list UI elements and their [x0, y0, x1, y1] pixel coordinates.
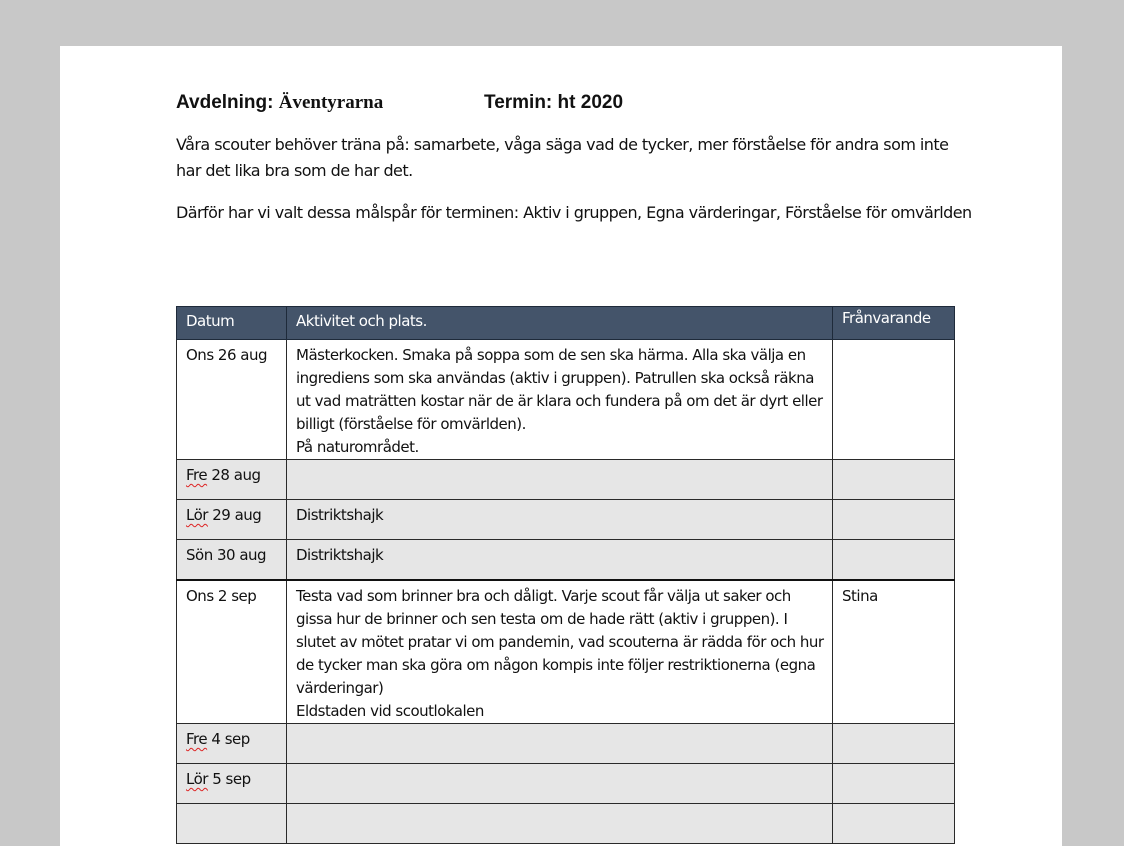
activity-cell[interactable]	[287, 460, 833, 500]
activity-description: Distriktshajk	[296, 506, 384, 524]
date-weekday: Fre	[186, 466, 208, 484]
date-day-month: 28 aug	[211, 466, 261, 484]
absent-cell[interactable]	[833, 500, 955, 540]
absent-cell[interactable]	[833, 340, 955, 460]
date-cell[interactable]	[177, 460, 287, 500]
table-header-row	[177, 307, 955, 340]
activity-cell[interactable]	[287, 580, 833, 724]
column-header-absent: Frånvarande	[833, 307, 955, 340]
table-row	[177, 500, 955, 540]
date-cell[interactable]	[177, 500, 287, 540]
schedule-table	[176, 306, 955, 844]
date-cell[interactable]	[177, 340, 287, 460]
activity-description: Testa vad som brinner bra och dåligt. Varje scout får välja ut saker och gissa hur de brinner och sen testa om de hade rätt (aktiv i gruppen). I slutet av mötet pratar vi om pandemin, vad scouterna är rädda för och hur de tycker man ska göra om någon kompis inte följer restriktionerna (egna värderingar)	[296, 587, 824, 697]
date-cell[interactable]	[177, 724, 287, 764]
activity-cell[interactable]	[287, 804, 833, 844]
date-weekday: Fre	[186, 730, 208, 748]
date-day-month: 5 sep	[212, 770, 251, 788]
activity-cell[interactable]	[287, 500, 833, 540]
table-row	[177, 340, 955, 460]
table-row	[177, 540, 955, 581]
date-cell[interactable]	[177, 764, 287, 804]
absent-cell[interactable]	[833, 540, 955, 581]
date-cell[interactable]	[177, 540, 287, 581]
table-row	[177, 460, 955, 500]
absent-cell[interactable]	[833, 764, 955, 804]
activity-description: Mästerkocken. Smaka på soppa som de sen ska härma. Alla ska välja en ingrediens som ska användas (aktiv i gruppen). Patrullen ska också räkna ut vad maträtten kostar när de är klara och fundera på om det är dyrt eller billigt (förståelse för omvärlden).	[296, 346, 823, 433]
date-weekday: Sön	[186, 546, 213, 564]
absent-names: Stina	[842, 587, 878, 605]
department-label: Avdelning:	[176, 92, 274, 113]
activity-cell[interactable]	[287, 724, 833, 764]
absent-cell[interactable]	[833, 460, 955, 500]
schedule-body	[177, 340, 955, 844]
activity-cell[interactable]	[287, 764, 833, 804]
date-cell[interactable]	[177, 804, 287, 844]
date-weekday: Ons	[186, 346, 214, 364]
date-day-month: 2 sep	[217, 587, 257, 605]
table-row	[177, 764, 955, 804]
activity-location: Eldstaden vid scoutlokalen	[296, 702, 484, 720]
document-heading	[176, 92, 624, 114]
table-row	[177, 724, 955, 764]
date-weekday: Lör	[186, 506, 208, 524]
column-header-activity: Aktivitet och plats.	[287, 307, 833, 340]
table-row	[177, 804, 955, 844]
term-label: Termin: ht 2020	[484, 92, 624, 113]
department-name: Äventyrarna	[278, 92, 384, 113]
absent-cell[interactable]	[833, 804, 955, 844]
date-weekday: Lör	[186, 770, 208, 788]
date-day-month: 30 aug	[217, 546, 267, 564]
activity-cell[interactable]	[287, 340, 833, 460]
date-day-month: 4 sep	[211, 730, 250, 748]
date-day-month: 29 aug	[212, 506, 262, 524]
absent-cell[interactable]	[833, 580, 955, 724]
absent-cell[interactable]	[833, 724, 955, 764]
training-needs-paragraph: Våra scouter behöver träna på: samarbete, våga säga vad de tycker, mer förståelse för andra som inte har det lika bra som de har det.	[176, 135, 949, 180]
activity-description: Distriktshajk	[296, 546, 384, 564]
goals-paragraph: Därför har vi valt dessa målspår för terminen: Aktiv i gruppen, Egna värderingar, Förståelse för omvärlden	[176, 203, 972, 222]
activity-location: På naturområdet.	[296, 438, 419, 456]
activity-cell[interactable]	[287, 540, 833, 581]
date-weekday: Ons	[186, 587, 214, 605]
date-day-month: 26 aug	[217, 346, 267, 364]
document-page	[60, 46, 1062, 846]
column-header-date: Datum	[177, 307, 287, 340]
table-row	[177, 580, 955, 724]
date-cell[interactable]	[177, 580, 287, 724]
